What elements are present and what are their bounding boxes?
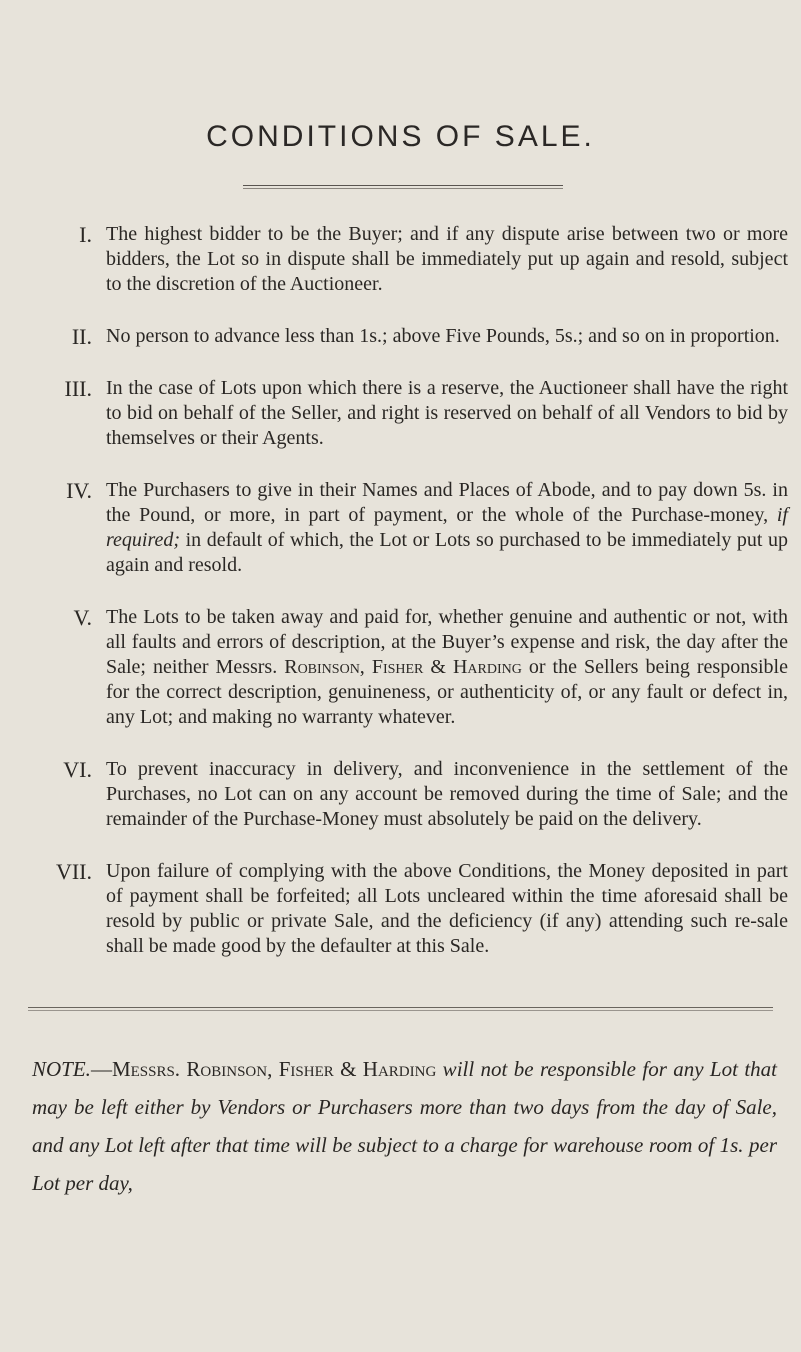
- conditions-list: [28, 222, 788, 986]
- condition-item: [28, 324, 788, 349]
- note-text: will not be responsible for any Lot that may be left either by Vendors or Purchasers more than two days from the day of Sale, and any Lot left after that time will be subject to a charge for warehouse room of 1s. per Lot per day,: [32, 1057, 777, 1195]
- condition-item: [28, 376, 788, 451]
- condition-text-part: The Purchasers to give in their Names and Places of Abode, and to pay down 5s. in the Pound, or more, in part of payment, or the whole of the Purchase-money,: [106, 479, 788, 526]
- condition-item: [28, 859, 788, 959]
- condition-text: [106, 479, 788, 576]
- condition-text-part: The Lots to be taken away and paid for, whether genuine and authentic or not, with all faults and errors of description, at the Buyer’s expense and risk, the day after the Sale; neither Messrs.: [106, 606, 788, 678]
- condition-number: III.: [64, 376, 92, 401]
- condition-item: [28, 605, 788, 730]
- note-label: NOTE.: [32, 1057, 91, 1081]
- condition-number: V.: [73, 605, 92, 630]
- condition-number: II.: [71, 324, 92, 349]
- condition-text: No person to advance less than 1s.; above Five Pounds, 5s.; and so on in proportion.: [106, 325, 780, 347]
- condition-item: [28, 222, 788, 297]
- condition-emphasis: if required;: [106, 504, 788, 551]
- condition-number: IV.: [66, 478, 92, 503]
- warehouse-note: [32, 1050, 777, 1202]
- condition-item: [28, 478, 788, 578]
- condition-text: The highest bidder to be the Buyer; and if any dispute arise between two or more bidders, the Lot so in dispute shall be immediately put up again and resold, subject to the discretion of the Auctioneer.: [106, 223, 788, 295]
- condition-text: [106, 606, 788, 728]
- condition-number: VII.: [55, 859, 92, 884]
- note-divider: [28, 1007, 773, 1011]
- condition-text: To prevent inaccuracy in delivery, and inconvenience in the settlement of the Purchases, no Lot can on any account be removed during the time of Sale; and the remainder of the Purchase-Money must absolutely be paid on the delivery.: [106, 758, 788, 830]
- condition-text-part: or the Sellers being responsible for the correct description, genuineness, or authenticity of, or any fault or defect in, any Lot; and making no warranty whatever.: [106, 656, 788, 728]
- auctioneer-firm-name: Robinson, Fisher & Harding: [284, 656, 522, 678]
- condition-text-part: in default of which, the Lot or Lots so purchased to be immediately put up again and resold.: [106, 529, 788, 576]
- note-dash: —: [90, 1057, 112, 1081]
- note-firm-name: Messrs. Robinson, Fisher & Harding: [111, 1057, 437, 1081]
- page-title: CONDITIONS OF SALE.: [206, 120, 595, 153]
- condition-text: In the case of Lots upon which there is a reserve, the Auctioneer shall have the right to bid on behalf of the Seller, and right is reserved on behalf of all Vendors to bid by themselves or their Agents.: [106, 377, 788, 449]
- condition-item: [28, 757, 788, 832]
- condition-number: VI.: [63, 757, 92, 782]
- title-divider: [243, 185, 563, 189]
- condition-text: Upon failure of complying with the above Conditions, the Money deposited in part of payment shall be forfeited; all Lots uncleared within the time aforesaid shall be resold by public or private Sale, and the deficiency (if any) attending such re-sale shall be made good by the defaulter at this Sale.: [106, 860, 788, 957]
- condition-number: I.: [79, 222, 92, 247]
